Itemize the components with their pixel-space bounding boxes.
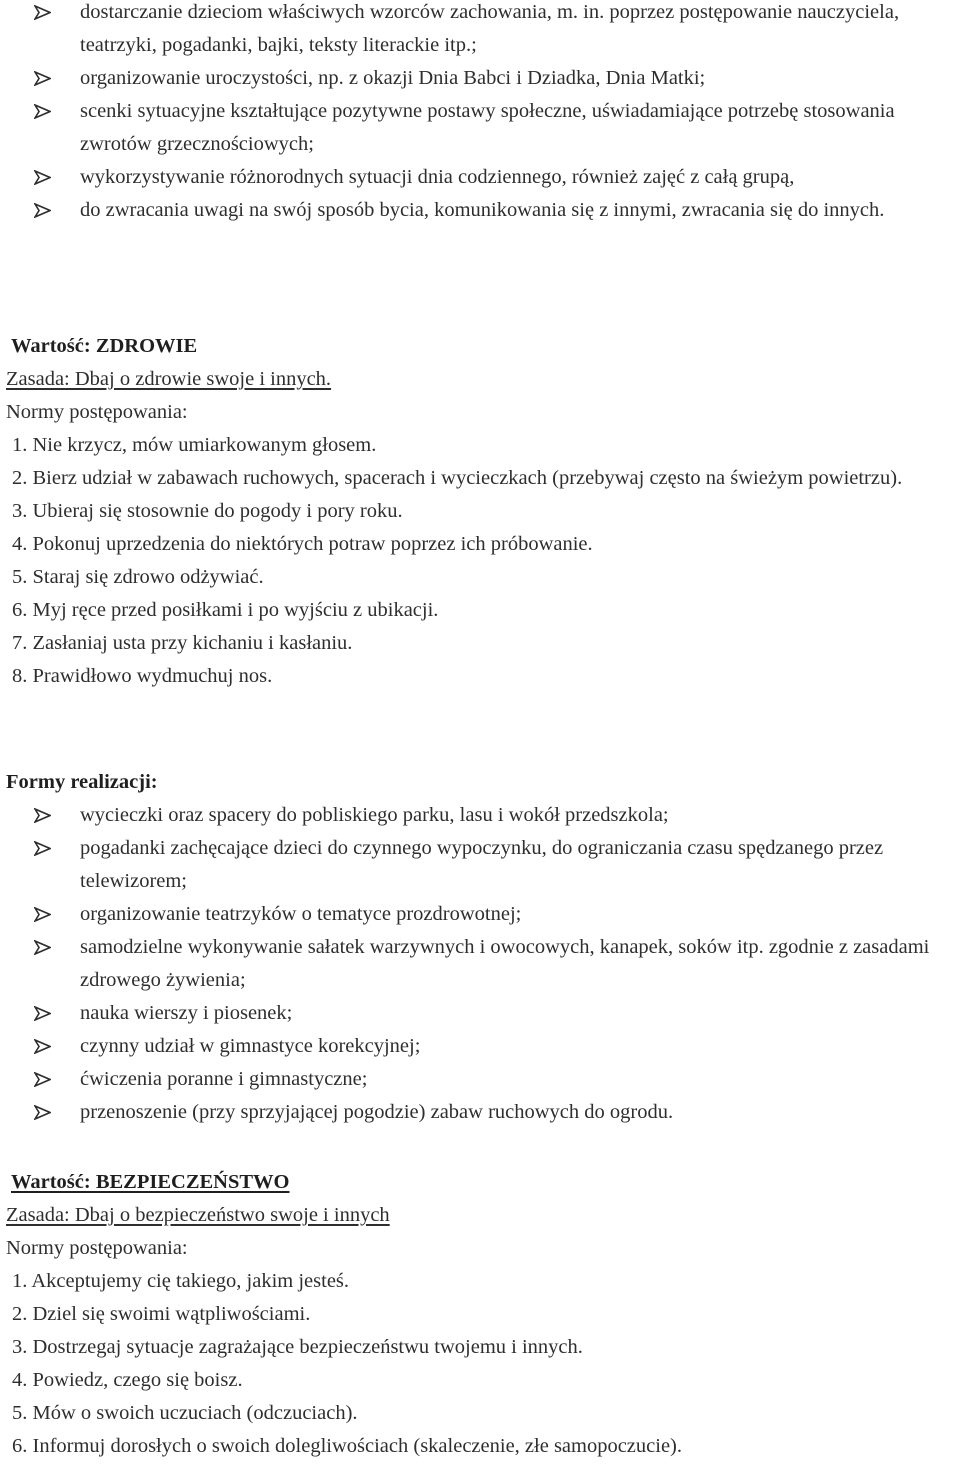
bullet-text: samodzielne wykonywanie sałatek warzywnych i owocowych, kanapek, soków itp. zgodnie z zasadami zdrowego żywienia; [80, 936, 930, 991]
list-item [0, 832, 960, 898]
item-text: Powiedz, czego się boisz. [32, 1369, 243, 1391]
list-item [0, 194, 960, 227]
list-item [0, 997, 960, 1030]
item-text: Zasłaniaj usta przy kichaniu i kasłaniu. [32, 632, 353, 654]
list-item [6, 1265, 960, 1298]
arrowhead-bullet-icon [34, 907, 51, 922]
arrowhead-bullet-icon [34, 1105, 51, 1120]
arrowhead-bullet-icon [34, 170, 51, 185]
arrowhead-bullet-icon [34, 5, 51, 20]
list-item [6, 1430, 960, 1463]
norms-list [6, 429, 960, 693]
list-item [0, 62, 960, 95]
bullet-text: wycieczki oraz spacery do pobliskiego parku, lasu i wokół przedszkola; [80, 804, 669, 826]
item-text: Prawidłowo wydmuchuj nos. [32, 665, 273, 687]
list-item [6, 429, 960, 462]
bullet-text: pogadanki zachęcające dzieci do czynnego wypoczynku, do ograniczania czasu spędzanego przez telewizorem; [80, 837, 884, 892]
arrowhead-bullet-icon [34, 1039, 51, 1054]
bullet-text: organizowanie uroczystości, np. z okazji Dnia Babci i Dziadka, Dnia Matki; [80, 67, 706, 89]
list-item [0, 1063, 960, 1096]
list-item [6, 627, 960, 660]
item-text: Pokonuj uprzedzenia do niektórych potraw poprzez ich próbowanie. [32, 533, 593, 555]
item-text: Nie krzycz, mów umiarkowanym głosem. [32, 434, 377, 456]
list-item [6, 660, 960, 693]
item-number: 7. [12, 632, 28, 654]
forms-list [0, 799, 960, 1129]
arrowhead-bullet-icon [34, 841, 51, 856]
bullet-text: nauka wierszy i piosenek; [80, 1002, 293, 1024]
list-item [6, 462, 960, 495]
item-text: Bierz udział w zabawach ruchowych, spacerach i wycieczkach (przebywaj często na świeżym powietrzu). [32, 467, 903, 489]
item-number: 1. [12, 434, 28, 456]
bullet-text: ćwiczenia poranne i gimnastyczne; [80, 1068, 368, 1090]
item-number: 5. [12, 566, 28, 588]
list-item [6, 495, 960, 528]
bullet-text: czynny udział w gimnastyce korekcyjnej; [80, 1035, 421, 1057]
arrowhead-bullet-icon [34, 1006, 51, 1021]
forms-heading: Formy realizacji: [6, 771, 158, 793]
item-number: 2. [12, 1303, 28, 1325]
value-heading: Wartość: ZDROWIE [11, 335, 198, 357]
list-item [6, 1298, 960, 1331]
norms-label: Normy postępowania: [6, 401, 188, 423]
item-number: 2. [12, 467, 28, 489]
rule-line: Zasada: Dbaj o bezpieczeństwo swoje i innych [6, 1204, 390, 1226]
norms-list [6, 1265, 960, 1463]
list-item [0, 95, 960, 161]
top-bullet-section [0, 0, 960, 227]
item-number: 6. [12, 1435, 28, 1457]
item-text: Dostrzegaj sytuacje zagrażające bezpieczeństwu twojemu i innych. [32, 1336, 583, 1358]
item-number: 3. [12, 500, 28, 522]
list-item [0, 1030, 960, 1063]
list-item [0, 161, 960, 194]
list-item [0, 0, 960, 62]
bullet-text: dostarczanie dzieciom właściwych wzorców zachowania, m. in. poprzez postępowanie nauczyciela, teatrzyki, pogadanki, bajki, teksty literackie itp.; [80, 1, 900, 56]
bullet-text: do zwracania uwagi na swój sposób bycia, komunikowania się z innymi, zwracania się do innych. [80, 199, 885, 221]
forms-section [0, 765, 960, 1129]
arrowhead-bullet-icon [34, 1072, 51, 1087]
item-text: Ubieraj się stosownie do pogody i pory roku. [32, 500, 403, 522]
list-item [6, 528, 960, 561]
item-number: 4. [12, 1369, 28, 1391]
safety-section [0, 1165, 960, 1463]
item-number: 6. [12, 599, 28, 621]
arrowhead-bullet-icon [34, 104, 51, 119]
arrowhead-bullet-icon [34, 940, 51, 955]
bullet-text: przenoszenie (przy sprzyjającej pogodzie) zabaw ruchowych do ogrodu. [80, 1101, 674, 1123]
list-item [6, 594, 960, 627]
list-item [6, 1364, 960, 1397]
norms-label: Normy postępowania: [6, 1237, 188, 1259]
arrowhead-bullet-icon [34, 808, 51, 823]
arrowhead-bullet-icon [34, 71, 51, 86]
item-text: Staraj się zdrowo odżywiać. [32, 566, 264, 588]
item-number: 1. [12, 1270, 28, 1292]
arrowhead-bullet-icon [34, 203, 51, 218]
item-text: Dziel się swoimi wątpliwościami. [32, 1303, 311, 1325]
list-item [0, 799, 960, 832]
list-item [6, 561, 960, 594]
bullet-text: wykorzystywanie różnorodnych sytuacji dnia codziennego, również zajęć z całą grupą, [80, 166, 795, 188]
list-item [0, 898, 960, 931]
health-section [0, 329, 960, 693]
item-number: 8. [12, 665, 28, 687]
item-text: Myj ręce przed posiłkami i po wyjściu z ubikacji. [32, 599, 439, 621]
bullet-text: scenki sytuacyjne kształtujące pozytywne postawy społeczne, uświadamiające potrzebę stosowania zwrotów grzecznościowych; [80, 100, 895, 155]
list-item [6, 1331, 960, 1364]
rule-line: Zasada: Dbaj o zdrowie swoje i innych. [6, 368, 332, 390]
list-item [0, 1096, 960, 1129]
top-bullet-list [0, 0, 960, 227]
item-text: Mów o swoich uczuciach (odczuciach). [32, 1402, 358, 1424]
list-item [0, 931, 960, 997]
list-item [6, 1397, 960, 1430]
item-number: 5. [12, 1402, 28, 1424]
item-number: 4. [12, 533, 28, 555]
item-number: 3. [12, 1336, 28, 1358]
value-heading: Wartość: BEZPIECZEŃSTWO [11, 1171, 290, 1193]
item-text: Akceptujemy cię takiego, jakim jesteś. [31, 1270, 350, 1292]
item-text: Informuj dorosłych o swoich dolegliwościach (skaleczenie, złe samopoczucie). [32, 1435, 683, 1457]
bullet-text: organizowanie teatrzyków o tematyce prozdrowotnej; [80, 903, 522, 925]
